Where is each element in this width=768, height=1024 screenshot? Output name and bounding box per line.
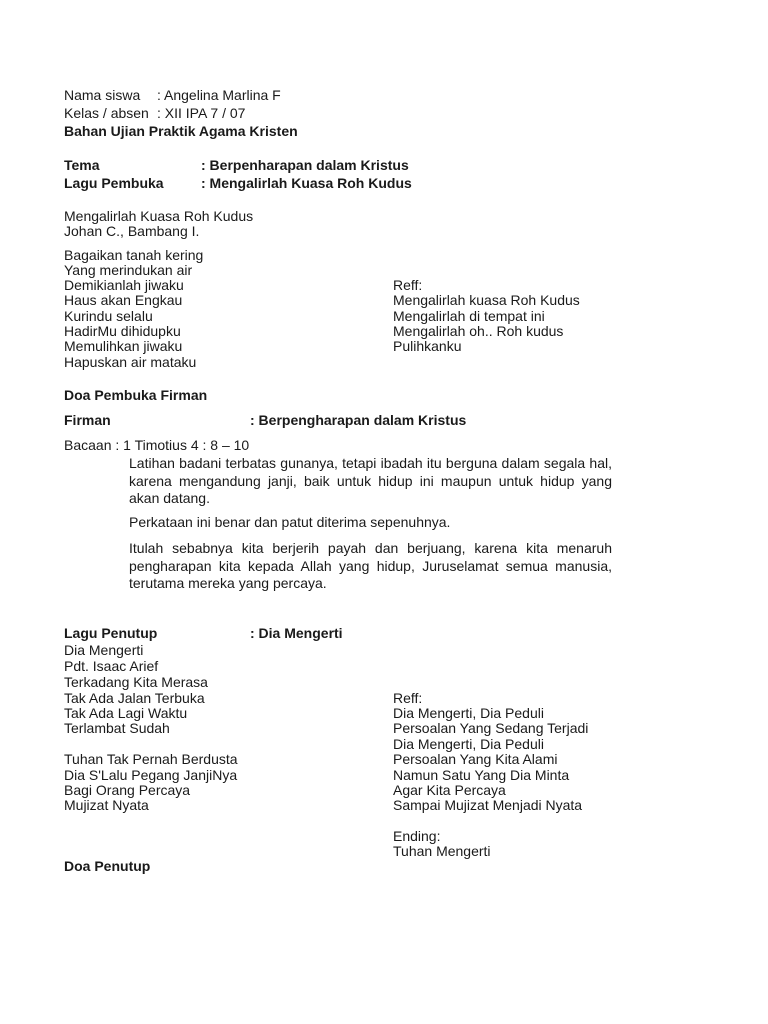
closing-song-title: Dia Mengerti: [64, 642, 144, 658]
closing-reff-line: Persoalan Yang Kita Alami: [393, 751, 558, 767]
kelas-absen-label: Kelas / absen: [64, 105, 149, 121]
tema-label: Tema: [64, 157, 100, 173]
closing-verse-line: Terkadang Kita Merasa: [64, 674, 208, 690]
closing-reff-label: Reff:: [393, 690, 423, 706]
opening-verse-line: Hapuskan air mataku: [64, 354, 197, 370]
nama-siswa-value: : Angelina Marlina F: [157, 87, 281, 103]
doa-penutup-heading: Doa Penutup: [64, 858, 151, 874]
opening-reff-line: Mengalirlah kuasa Roh Kudus: [393, 292, 580, 308]
scripture-paragraph: Itulah sebabnya kita berjerih payah dan berjuang, karena kita menaruh pengharapan kita kepada Allah yang hidup, Juruselamat semua manusia, terutama mereka yang percaya.: [129, 540, 612, 591]
opening-reff-label: Reff:: [393, 277, 423, 293]
opening-verse-line: Memulihkan jiwaku: [64, 338, 183, 354]
lagu-pembuka-value: : Mengalirlah Kuasa Roh Kudus: [201, 175, 412, 191]
closing-verse-line: Tuhan Tak Pernah Berdusta: [64, 751, 238, 767]
opening-verse-line: Demikianlah jiwaku: [64, 277, 184, 293]
opening-song-composers: Johan C., Bambang I.: [64, 223, 200, 239]
ending-label: Ending:: [393, 828, 441, 844]
closing-verse-line: Dia S'Lalu Pegang JanjiNya: [64, 767, 238, 783]
lagu-penutup-label: Lagu Penutup: [64, 625, 158, 641]
opening-verse-line: Yang merindukan air: [64, 262, 193, 278]
opening-verse-line: Haus akan Engkau: [64, 292, 183, 308]
closing-reff-line: Agar Kita Percaya: [393, 782, 506, 798]
nama-siswa-label: Nama siswa: [64, 87, 141, 103]
tema-value: : Berpenharapan dalam Kristus: [201, 157, 409, 173]
closing-reff-line: Sampai Mujizat Menjadi Nyata: [393, 797, 583, 813]
closing-reff-line: Dia Mengerti, Dia Peduli: [393, 736, 544, 752]
scripture-paragraph: Latihan badani terbatas gunanya, tetapi ibadah itu berguna dalam segala hal, karena mengandung janji, baik untuk hidup ini maupun untuk hidup yang akan datang.: [129, 455, 612, 506]
opening-reff-line: Pulihkanku: [393, 338, 462, 354]
opening-verse-line: Bagaikan tanah kering: [64, 247, 204, 263]
closing-verse-line: Tak Ada Lagi Waktu: [64, 705, 188, 721]
opening-reff-line: Mengalirlah di tempat ini: [393, 308, 545, 324]
kelas-absen-value: : XII IPA 7 / 07: [157, 105, 246, 121]
closing-reff-line: Namun Satu Yang Dia Minta: [393, 767, 570, 783]
closing-verse-line: Mujizat Nyata: [64, 797, 149, 813]
closing-verse-line: Bagi Orang Percaya: [64, 782, 191, 798]
scripture-paragraph: Perkataan ini benar dan patut diterima sepenuhnya.: [129, 514, 451, 530]
closing-reff-line: Dia Mengerti, Dia Peduli: [393, 705, 544, 721]
opening-song-title: Mengalirlah Kuasa Roh Kudus: [64, 208, 254, 224]
closing-song-composer: Pdt. Isaac Arief: [64, 658, 159, 674]
doa-pembuka-heading: Doa Pembuka Firman: [64, 387, 208, 403]
opening-verse-line: HadirMu dihidupku: [64, 323, 181, 339]
bacaan-reference: Bacaan : 1 Timotius 4 : 8 – 10: [64, 437, 250, 453]
lagu-penutup-value: : Dia Mengerti: [250, 625, 343, 641]
closing-verse-line: Tak Ada Jalan Terbuka: [64, 690, 205, 706]
lagu-pembuka-label: Lagu Pembuka: [64, 175, 164, 191]
ending-line: Tuhan Mengerti: [393, 843, 491, 859]
document-title: Bahan Ujian Praktik Agama Kristen: [64, 123, 298, 139]
opening-verse-line: Kurindu selalu: [64, 308, 153, 324]
closing-reff-line: Persoalan Yang Sedang Terjadi: [393, 720, 589, 736]
firman-value: : Berpengharapan dalam Kristus: [250, 412, 467, 428]
closing-verse-line: Terlambat Sudah: [64, 720, 170, 736]
firman-label: Firman: [64, 412, 111, 428]
opening-reff-line: Mengalirlah oh.. Roh kudus: [393, 323, 564, 339]
